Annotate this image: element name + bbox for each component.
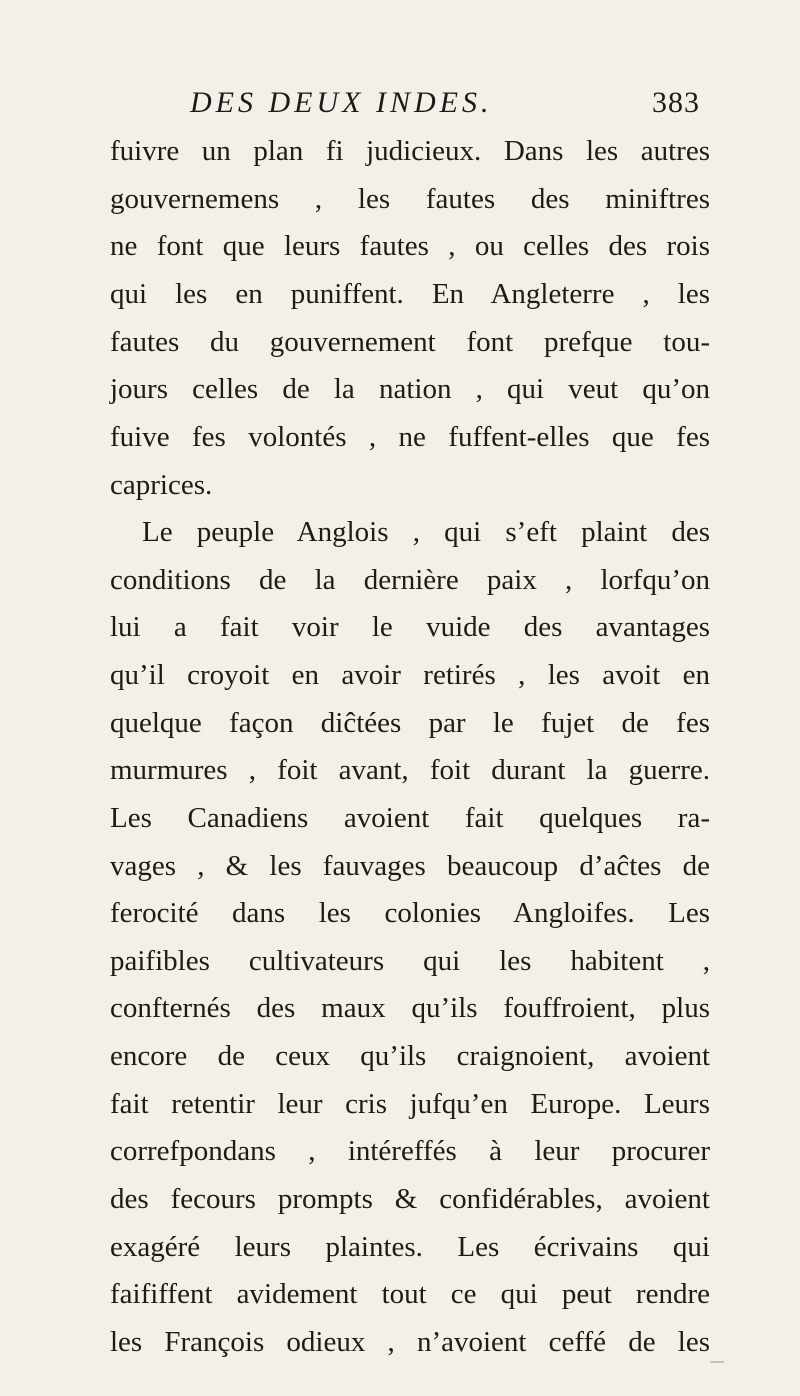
text-line: caprices. xyxy=(110,469,213,501)
text-line: encore de ceux qu’ils craignoient, avoient xyxy=(110,1040,710,1072)
paragraph-first-line: Le peuple Anglois , qui s’eft plaint des xyxy=(142,516,710,548)
text-line: qu’il croyoit en avoir retirés , les avoit en xyxy=(110,659,710,691)
text-line: qui les en puniffent. En Angleterre , les xyxy=(110,278,710,310)
text-line: lui a fait voir le vuide des avantages xyxy=(110,611,710,643)
text-line: faififfent avidement tout ce qui peut rendre xyxy=(110,1278,710,1310)
body-text xyxy=(110,0,710,1396)
page-number: 383 xyxy=(652,86,700,119)
text-line: jours celles de la nation , qui veut qu’on xyxy=(110,373,710,405)
text-line: vages , & les fauvages beaucoup d’aĉtes de xyxy=(110,850,710,882)
text-line: correfpondans , intéreffés à leur procurer xyxy=(110,1135,710,1167)
text-line: murmures , foit avant, foit durant la guerre. xyxy=(110,754,710,786)
text-line: fautes du gouvernement font prefque tou- xyxy=(110,326,710,358)
running-head: DES DEUX INDES. xyxy=(190,86,493,119)
text-line: exagéré leurs plaintes. Les écrivains qui xyxy=(110,1231,710,1263)
text-line: conditions de la dernière paix , lorfqu’on xyxy=(110,564,710,596)
text-line: confternés des maux qu’ils fouffroient, plus xyxy=(110,992,710,1024)
text-line: les François odieux , n’avoient ceffé de les xyxy=(110,1326,710,1358)
text-line: gouvernemens , les fautes des miniftres xyxy=(110,183,710,215)
text-line: fuive fes volontés , ne fuffent-elles que fes xyxy=(110,421,710,453)
text-line: quelque façon diĉtées par le fujet de fes xyxy=(110,707,710,739)
text-line: des fecours prompts & confidérables, avoient xyxy=(110,1183,710,1215)
text-line: fait retentir leur cris jufqu’en Europe. Leurs xyxy=(110,1088,710,1120)
margin-mark xyxy=(710,1361,724,1363)
text-line: ne font que leurs fautes , ou celles des rois xyxy=(110,230,710,262)
text-line: Les Canadiens avoient fait quelques ra- xyxy=(110,802,710,834)
text-line: ferocité dans les colonies Angloifes. Les xyxy=(110,897,710,929)
text-line: fuivre un plan fi judicieux. Dans les autres xyxy=(110,135,710,167)
text-line: paifibles cultivateurs qui les habitent , xyxy=(110,945,710,977)
